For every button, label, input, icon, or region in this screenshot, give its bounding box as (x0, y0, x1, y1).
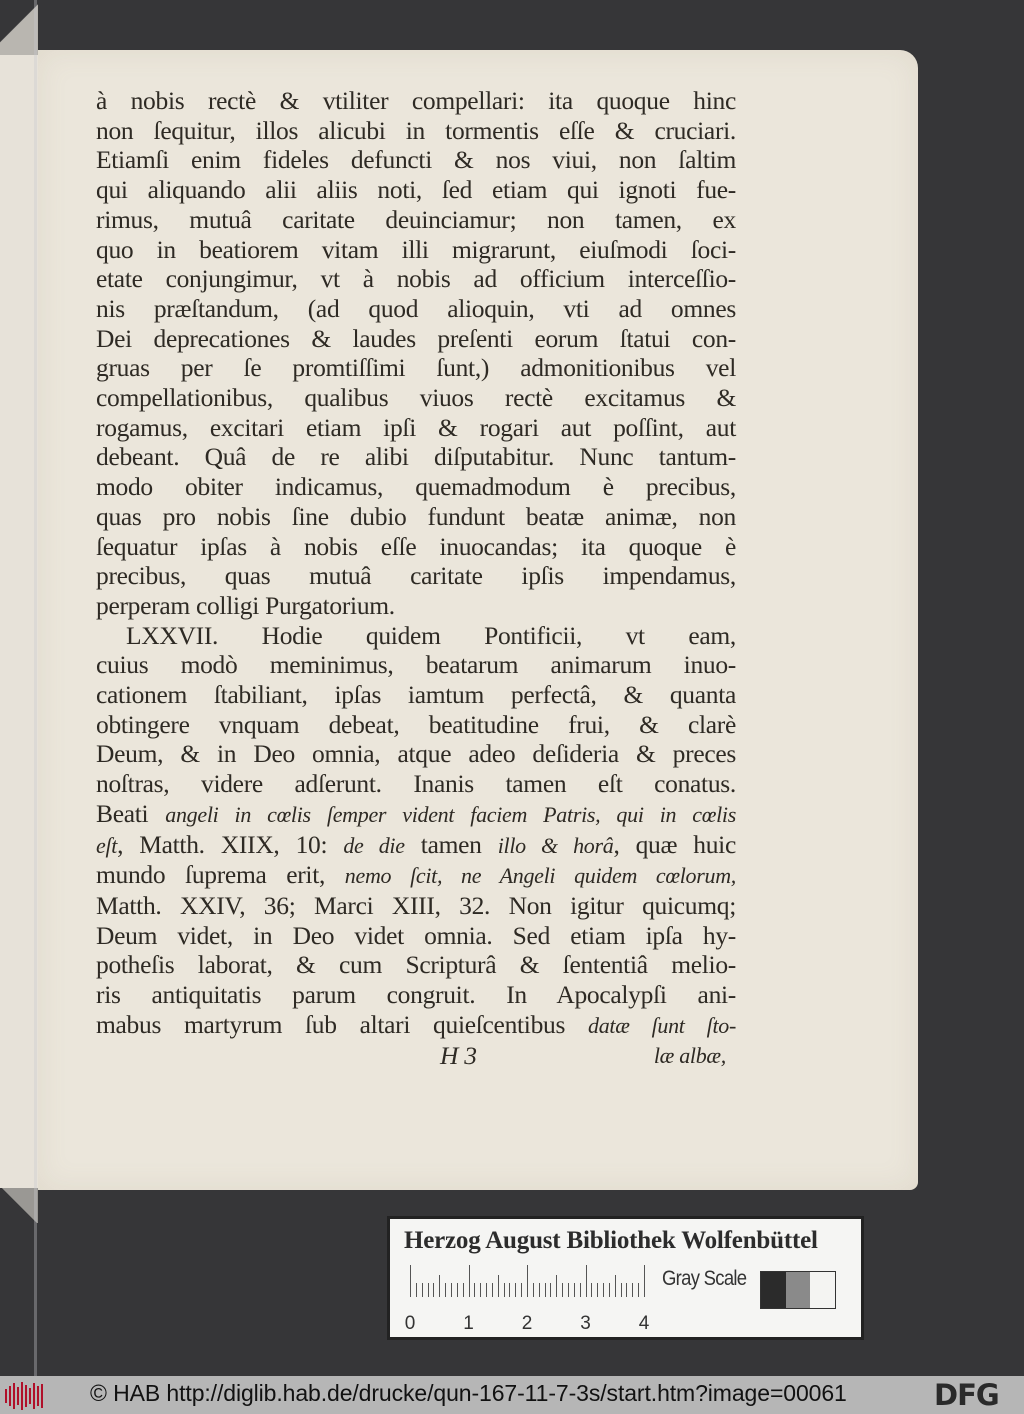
text-line (96, 799, 736, 830)
text-line (96, 413, 736, 443)
page-fold-top (0, 0, 38, 55)
text-line (96, 650, 736, 680)
ruler-tick (439, 1275, 440, 1297)
text-line (96, 86, 736, 116)
ruler-tick (527, 1265, 528, 1297)
ruler-tick (586, 1265, 587, 1297)
italic-text: de die (343, 832, 405, 858)
roman-text: obtingere vnquam debeat, beatitudine frui, & clarè (96, 709, 736, 739)
ruler-tick (615, 1275, 616, 1297)
ruler-tick (638, 1283, 639, 1297)
ruler-tick (632, 1283, 633, 1297)
ruler-tick (626, 1283, 627, 1297)
ruler-label: 4 (638, 1313, 650, 1334)
roman-text: cationem ſtabiliant, ipſas iamtum perfectâ, & quanta (96, 680, 736, 710)
text-line (96, 205, 736, 235)
centimeter-ruler (404, 1271, 650, 1334)
ruler-tick (533, 1283, 534, 1297)
text-line (96, 294, 736, 324)
roman-text: quas pro nobis ſine dubio fundunt beatæ animæ, non (96, 501, 736, 531)
italic-text: datæ ſunt ſto- (588, 1012, 736, 1038)
roman-text: Beati (96, 798, 166, 828)
ruler-label: 3 (580, 1313, 591, 1334)
ruler-label: 2 (521, 1313, 533, 1334)
library-name: Herzog August Bibliothek Wolfenbüttel (404, 1227, 818, 1254)
text-line (96, 891, 736, 921)
roman-text: mabus martyrum ſub altari quieſcentibus (96, 1009, 588, 1039)
ruler-label: 0 (404, 1313, 416, 1334)
roman-text: , quæ huic (613, 829, 736, 859)
catchword: læ albæ, (653, 1042, 726, 1068)
text-line (96, 324, 736, 354)
ruler-tick (545, 1283, 546, 1297)
ruler-tick (457, 1283, 458, 1297)
ruler-tick (463, 1283, 464, 1297)
text-line (96, 591, 736, 621)
gray-swatch (810, 1272, 835, 1308)
text-line (96, 145, 736, 175)
page-text (96, 86, 736, 1070)
text-line (96, 769, 736, 799)
roman-text: à nobis rectè & vtiliter compellari: ita quoque hinc (96, 86, 736, 115)
ruler-tick (521, 1283, 522, 1297)
text-line (96, 680, 736, 710)
gray-swatch (761, 1272, 786, 1308)
italic-text: nemo ſcit, ne Angeli quidem cœlorum, (344, 863, 736, 889)
italic-text: angeli in cœlis ſemper vident faciem Patris, qui in cœlis (165, 801, 737, 827)
text-line (96, 442, 736, 472)
text-line (96, 921, 736, 951)
text-line (96, 980, 736, 1010)
text-line (96, 264, 736, 294)
ruler-tick (469, 1265, 470, 1297)
roman-text: non ſequitur, illos alicubi in tormentis eſſe & cruciari. (96, 115, 736, 145)
ruler-tick (492, 1283, 493, 1297)
text-line (96, 502, 736, 532)
ruler-tick (609, 1283, 610, 1297)
page-fold-bottom (0, 1188, 38, 1223)
roman-text: etate conjungimur, vt à nobis ad officium interceſſio- (96, 264, 736, 294)
ruler-tick (644, 1265, 645, 1297)
roman-text: compellationibus, qualibus viuos rectè excitamus & (96, 383, 736, 413)
roman-text: Dei deprecationes & laudes preſenti eorum ſtatui con- (96, 323, 736, 353)
ruler-tick (445, 1283, 446, 1297)
roman-text: gruas per ſe promtiſſimi ſunt,) admonitionibus vel (96, 353, 736, 383)
ruler-tick (480, 1283, 481, 1297)
ruler-tick (556, 1275, 557, 1297)
roman-text: quo in beatiorem vitam illi migrarunt, eiuſmodi ſoci- (96, 234, 736, 264)
text-line (96, 830, 736, 861)
ruler-tick (498, 1275, 499, 1297)
ruler-tick (591, 1283, 592, 1297)
ruler-tick (504, 1283, 505, 1297)
ruler-tick (562, 1283, 563, 1297)
gray-scale-swatches (760, 1271, 836, 1309)
page-footer-line (96, 1041, 736, 1070)
italic-text: eſt (96, 832, 118, 858)
gray-scale-label: Gray Scale (662, 1267, 747, 1290)
roman-text: nis præſtandum, (ad quod alioquin, vti ad omnes (96, 293, 736, 323)
text-line (96, 1010, 736, 1041)
ruler-tick (580, 1283, 581, 1297)
ruler-tick (410, 1265, 411, 1297)
signature-mark: H 3 (440, 1040, 477, 1070)
text-line (96, 561, 736, 591)
ruler-tick (515, 1283, 516, 1297)
ruler-tick (486, 1283, 487, 1297)
roman-text: , Matth. XIIX, 10: (117, 829, 344, 859)
roman-text: qui aliquando alii aliis noti, ſed etiam qui ignoti fue- (96, 175, 736, 205)
roman-text: ris antiquitatis parum congruit. In Apocalypſi ani- (96, 980, 736, 1010)
text-line (96, 950, 736, 980)
ruler-tick (509, 1283, 510, 1297)
dfg-logo: DFG (934, 1378, 999, 1412)
text-line (96, 710, 736, 740)
italic-text: illo & horâ (497, 832, 614, 858)
glass-clip-line (34, 0, 37, 1376)
roman-text: ſequatur ipſas à nobis eſſe inuocandas; ita quoque è (96, 531, 736, 561)
text-line (96, 353, 736, 383)
roman-text: Matth. XXIV, 36; Marci XIII, 32. Non igitur quicumq; (96, 890, 736, 920)
text-line (96, 175, 736, 205)
roman-text: potheſis laborat, & cum Scripturâ & ſententiâ melio- (96, 950, 736, 980)
ruler-tick (433, 1283, 434, 1297)
ruler-tick (539, 1283, 540, 1297)
roman-text: debeant. Quâ de re alibi diſputabitur. Nunc tantum- (96, 442, 736, 472)
roman-text: cuius modò meminimus, beatarum animarum inuo- (96, 650, 736, 680)
roman-text: rimus, mutuâ caritate deuinciamur; non tamen, ex (96, 204, 736, 234)
hab-logo-icon (5, 1382, 45, 1410)
roman-text: noſtras, videre adſerunt. Inanis tamen eſt conatus. (96, 769, 736, 799)
roman-text: rogamus, excitari etiam ipſi & rogari aut poſſint, aut (96, 412, 736, 442)
text-line (96, 472, 736, 502)
ruler-tick (451, 1283, 452, 1297)
roman-text: tamen (404, 829, 498, 859)
ruler-tick (568, 1283, 569, 1297)
roman-text: Deum videt, in Deo videt omnia. Sed etiam ipſa hy- (96, 920, 736, 950)
footer-bar (0, 1376, 1024, 1414)
roman-text: modo obiter indicamus, quemadmodum è precibus, (96, 472, 736, 502)
ruler-tick (574, 1283, 575, 1297)
roman-text: Deum, & in Deo omnia, atque adeo deſideria & preces (96, 739, 736, 769)
ruler-tick (603, 1283, 604, 1297)
copyright-url[interactable]: © HAB http://diglib.hab.de/drucke/qun-167-11-7-3s/start.htm?image=00061 (90, 1380, 847, 1406)
ruler-tick (474, 1283, 475, 1297)
text-line (96, 860, 736, 891)
text-line (96, 235, 736, 265)
text-line (96, 383, 736, 413)
roman-text: mundo ſuprema erit, (96, 860, 345, 890)
ruler-label: 1 (463, 1313, 474, 1334)
text-line (96, 739, 736, 769)
roman-text: LXXVII. Hodie quidem Pontificii, vt eam, (126, 620, 736, 650)
ruler-tick (597, 1283, 598, 1297)
ruler-tick (422, 1283, 423, 1297)
ruler-tick (428, 1283, 429, 1297)
text-line (96, 532, 736, 562)
roman-text: Etiamſi enim fideles defuncti & nos viui, non ſaltim (96, 145, 736, 175)
ruler-tick (416, 1283, 417, 1297)
text-line (96, 621, 736, 651)
ruler-tick (621, 1283, 622, 1297)
roman-text: perperam colligi Purgatorium. (96, 590, 395, 620)
color-calibration-card (387, 1216, 864, 1340)
text-line (96, 116, 736, 146)
roman-text: precibus, quas mutuâ caritate ipſis impendamus, (96, 561, 736, 591)
gray-swatch (786, 1272, 811, 1308)
ruler-tick (550, 1283, 551, 1297)
